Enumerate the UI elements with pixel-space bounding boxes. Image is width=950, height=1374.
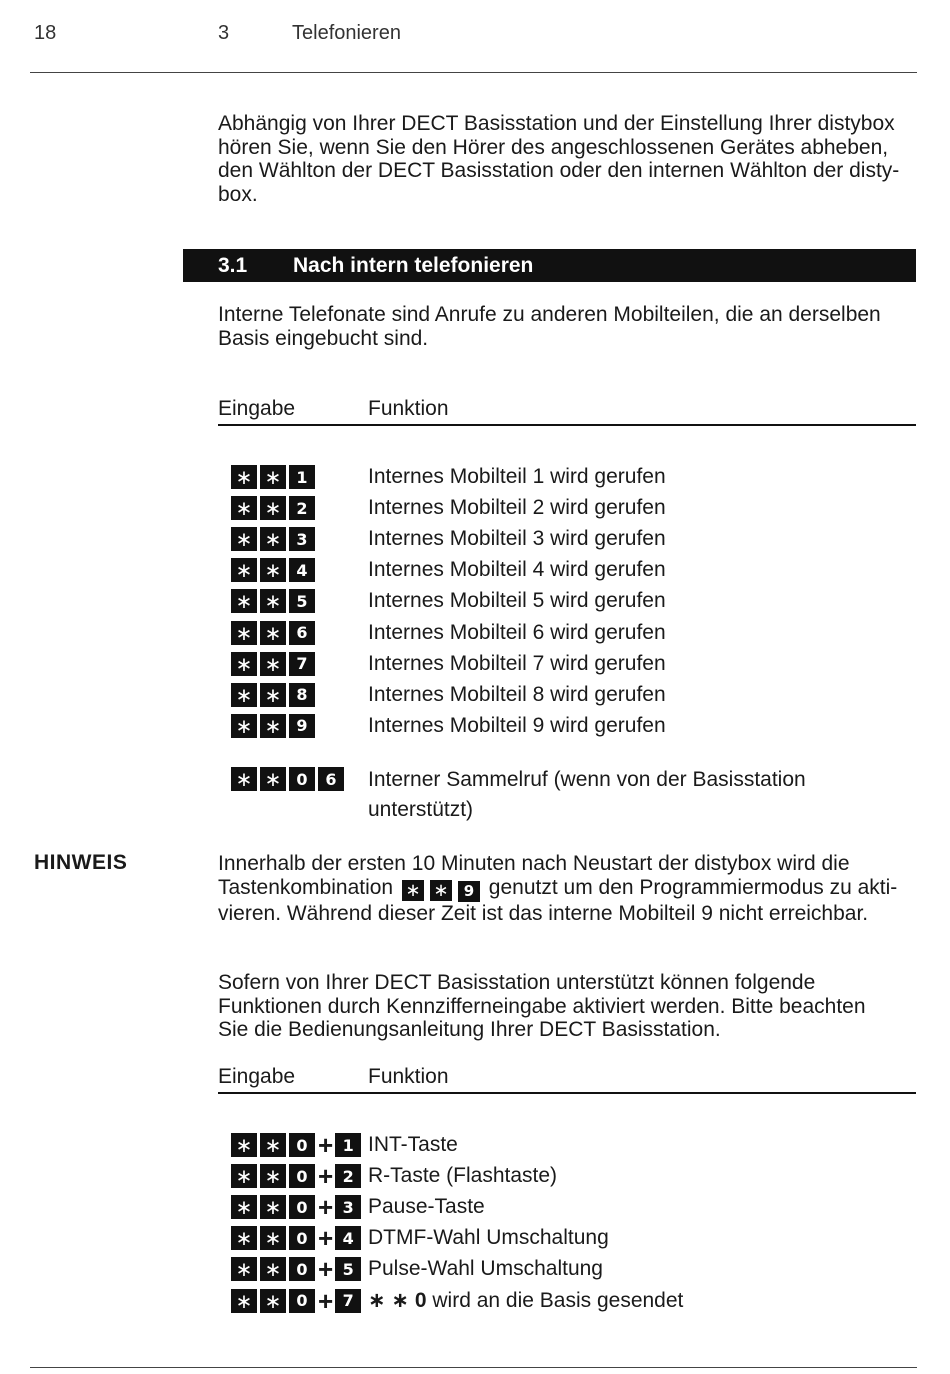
digit-key-icon: 3 [289, 527, 315, 551]
star-key-icon: ∗ [231, 1289, 257, 1313]
digit-key-icon: 7 [289, 652, 315, 676]
sammelruf-text [368, 765, 928, 825]
table1-row [231, 463, 911, 491]
star-key-icon: ∗ [231, 1226, 257, 1250]
row-function-text [368, 1255, 603, 1283]
star-key-icon: ∗ [231, 621, 257, 645]
row-function-text: Internes Mobilteil 3 wird gerufen [368, 527, 666, 551]
star-key-icon: ∗ [260, 1226, 286, 1250]
plus-sign: + [318, 1161, 334, 1192]
table1-header-function: Funktion [368, 397, 449, 420]
star-key-icon: ∗ [231, 1133, 257, 1157]
functions-intro [218, 971, 918, 1042]
table1-row [231, 587, 911, 615]
sammelruf-row [231, 765, 911, 827]
key-sequence [231, 558, 318, 582]
section-intro-line: Interne Telefonate sind Anrufe zu anderen Mobilteilen, die an derselben [218, 303, 881, 326]
digit-key-icon: 7 [335, 1289, 361, 1313]
row-function-label: INT-Taste [368, 1133, 458, 1156]
digit-key-icon: 4 [335, 1226, 361, 1250]
star-key-icon: ∗ [231, 589, 257, 613]
table1-row [231, 619, 911, 647]
key-sequence [231, 1223, 364, 1254]
key-sequence [231, 767, 347, 791]
table1-header-rule [218, 424, 916, 426]
star-key-icon: ∗ [231, 465, 257, 489]
row-function-label: wird an die Basis gesendet [432, 1288, 684, 1312]
key-sequence [231, 683, 318, 707]
star-key-icon: ∗ [231, 652, 257, 676]
star-key-icon: ∗ [231, 1257, 257, 1281]
row-function-text [368, 1224, 609, 1252]
note-line: Innerhalb der ersten 10 Minuten nach Neustart der distybox wird die [218, 852, 850, 875]
digit-key-icon: 9 [458, 881, 480, 902]
star-key-icon: ∗ [231, 1195, 257, 1219]
section-number: 3.1 [218, 254, 248, 277]
sammelruf-line: unterstützt) [368, 798, 474, 821]
intro-paragraph [218, 112, 918, 206]
table2-header-rule [218, 1092, 916, 1094]
digit-key-icon: 6 [289, 621, 315, 645]
star-key-icon: ∗ [260, 496, 286, 520]
table2-row [231, 1131, 911, 1159]
star-key-icon: ∗ [231, 558, 257, 582]
chapter-number: 3 [218, 22, 230, 44]
key-sequence [231, 1130, 364, 1160]
row-function-text: Internes Mobilteil 1 wird gerufen [368, 465, 666, 488]
row-function-label: DTMF-Wahl Umschaltung [368, 1226, 609, 1250]
digit-key-icon: 2 [289, 496, 315, 520]
table2-row [231, 1224, 911, 1252]
table2-header-function: Funktion [368, 1065, 449, 1088]
row-function-label: Pulse-Wahl Umschaltung [368, 1257, 603, 1281]
code-prefix: ∗ ∗ 0 [368, 1288, 427, 1312]
digit-key-icon: 5 [289, 589, 315, 613]
sammelruf-line: Interner Sammelruf (wenn von der Basisstation [368, 768, 806, 791]
section-heading [183, 249, 916, 282]
intro-line: hören Sie, wenn Sie den Hörer des angeschlossenen Gerätes abheben, [218, 135, 889, 159]
digit-key-icon: 0 [289, 1289, 315, 1313]
star-key-icon: ∗ [430, 880, 452, 901]
intro-line: box. [218, 182, 258, 206]
key-sequence [231, 465, 318, 489]
star-key-icon: ∗ [231, 714, 257, 738]
key-sequence [231, 496, 318, 520]
row-function-label: R-Taste (Flashtaste) [368, 1164, 558, 1188]
plus-sign: + [318, 1254, 334, 1285]
section-intro [218, 303, 918, 350]
row-function-text: Internes Mobilteil 5 wird gerufen [368, 589, 666, 613]
star-key-icon: ∗ [231, 683, 257, 707]
star-key-icon: ∗ [231, 1164, 257, 1188]
table1-row [231, 525, 911, 553]
digit-key-icon: 3 [335, 1195, 361, 1219]
table2-row [231, 1255, 911, 1283]
digit-key-icon: 0 [289, 1195, 315, 1219]
note-line-start: Tastenkombination [218, 875, 394, 899]
table2-row [231, 1287, 911, 1315]
star-key-icon: ∗ [260, 767, 286, 791]
digit-key-icon: 0 [289, 1164, 315, 1188]
digit-key-icon: 6 [318, 767, 344, 791]
note-text [218, 852, 918, 925]
row-function-text: Internes Mobilteil 8 wird gerufen [368, 682, 666, 706]
row-function-text [368, 1131, 458, 1159]
page-number: 18 [34, 22, 57, 44]
note-line [218, 876, 918, 902]
intro-line: den Wählton der DECT Basisstation oder den internen Wählton der disty- [218, 159, 900, 182]
star-key-icon: ∗ [231, 767, 257, 791]
star-key-icon: ∗ [260, 1195, 286, 1219]
header-divider [30, 72, 917, 73]
star-key-icon: ∗ [260, 1164, 286, 1188]
table2-header-input: Eingabe [218, 1065, 296, 1088]
row-function-text [368, 1193, 485, 1221]
star-key-icon: ∗ [260, 1133, 286, 1157]
digit-key-icon: 0 [289, 1257, 315, 1281]
row-function-label: Pause-Taste [368, 1195, 485, 1219]
star-key-icon: ∗ [260, 1257, 286, 1281]
functions-intro-line: Sie die Bedienungsanleitung Ihrer DECT Basisstation. [218, 1018, 721, 1041]
table1-row [231, 556, 911, 584]
star-key-icon: ∗ [402, 880, 424, 901]
table1-row [231, 712, 911, 740]
footer-divider [30, 1367, 917, 1368]
plus-sign: + [318, 1192, 334, 1223]
star-key-icon: ∗ [260, 465, 286, 489]
digit-key-icon: 1 [289, 465, 315, 489]
row-function-text: Internes Mobilteil 6 wird gerufen [368, 620, 666, 644]
digit-key-icon: 1 [335, 1133, 361, 1157]
plus-sign: + [318, 1130, 334, 1160]
star-key-icon: ∗ [260, 589, 286, 613]
table1-row [231, 494, 911, 522]
digit-key-icon: 0 [289, 1133, 315, 1157]
star-key-icon: ∗ [260, 1289, 286, 1313]
digit-key-icon: 8 [289, 683, 315, 707]
star-key-icon: ∗ [260, 527, 286, 551]
section-title: Nach intern telefonieren [293, 254, 534, 277]
star-key-icon: ∗ [231, 496, 257, 520]
key-sequence [231, 714, 318, 738]
table2-row [231, 1162, 911, 1190]
plus-sign: + [318, 1223, 334, 1254]
star-key-icon: ∗ [260, 683, 286, 707]
digit-key-icon: 4 [289, 558, 315, 582]
functions-intro-line: Funktionen durch Kennzifferneingabe aktiviert werden. Bitte beachten [218, 994, 866, 1018]
key-sequence [231, 1192, 364, 1223]
table1-row [231, 650, 911, 678]
digit-key-icon: 0 [289, 1226, 315, 1250]
functions-intro-line: Sofern von Ihrer DECT Basisstation unterstützt können folgende [218, 971, 816, 994]
digit-key-icon: 5 [335, 1257, 361, 1281]
star-key-icon: ∗ [260, 558, 286, 582]
chapter-title: Telefonieren [292, 22, 401, 44]
table2-row [231, 1193, 911, 1221]
row-function-text: Internes Mobilteil 2 wird gerufen [368, 496, 666, 520]
key-sequence [231, 527, 318, 551]
plus-sign: + [318, 1285, 334, 1316]
digit-key-icon: 2 [335, 1164, 361, 1188]
key-sequence [231, 1254, 364, 1285]
intro-line: Abhängig von Ihrer DECT Basisstation und der Einstellung Ihrer distybox [218, 112, 895, 135]
star-key-icon: ∗ [260, 621, 286, 645]
row-function-text: Internes Mobilteil 7 wird gerufen [368, 651, 666, 675]
row-function-text: Internes Mobilteil 9 wird gerufen [368, 713, 666, 737]
key-sequence [231, 1285, 364, 1316]
star-key-icon: ∗ [260, 714, 286, 738]
table1-row [231, 681, 911, 709]
table1-header-input: Eingabe [218, 397, 296, 420]
digit-key-icon: 9 [289, 714, 315, 738]
section-intro-line: Basis eingebucht sind. [218, 326, 429, 350]
note-label: HINWEIS [34, 851, 128, 874]
key-sequence [231, 589, 318, 613]
key-sequence [231, 652, 318, 676]
row-function-text: Internes Mobilteil 4 wird gerufen [368, 558, 666, 582]
row-function-text [368, 1162, 557, 1190]
row-function-text [368, 1287, 683, 1315]
star-key-icon: ∗ [260, 652, 286, 676]
note-line-end: genutzt um den Programmiermodus zu akti- [488, 875, 898, 899]
digit-key-icon: 0 [289, 767, 315, 791]
key-sequence [231, 1161, 364, 1192]
note-line: vieren. Während dieser Zeit ist das interne Mobilteil 9 nicht erreichbar. [218, 901, 869, 925]
star-key-icon: ∗ [231, 527, 257, 551]
key-sequence [231, 621, 318, 645]
